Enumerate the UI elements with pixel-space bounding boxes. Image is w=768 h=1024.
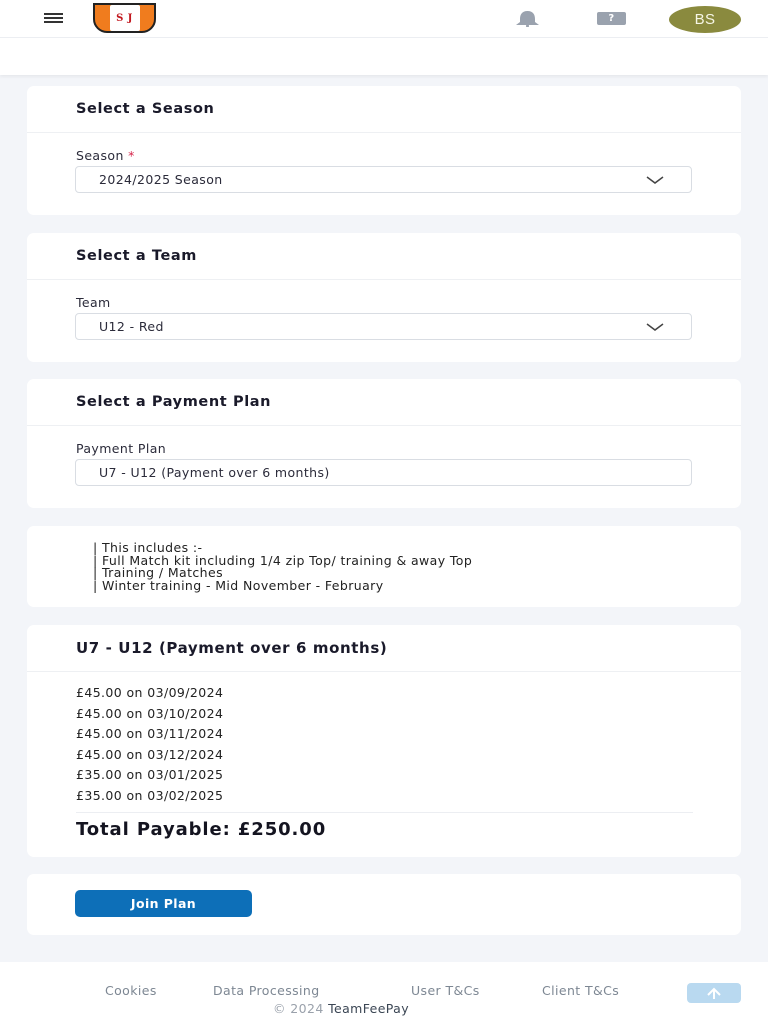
user-avatar[interactable]: BS <box>669 6 741 33</box>
footer-link-client-tcs[interactable]: Client T&Cs <box>542 983 620 998</box>
brand-link[interactable]: TeamFeePay <box>328 1001 410 1016</box>
scroll-to-top-button[interactable] <box>687 983 741 1003</box>
chevron-down-icon <box>646 176 664 184</box>
menu-icon[interactable] <box>44 13 63 23</box>
team-card <box>27 233 741 362</box>
plan-includes-card <box>27 526 741 607</box>
season-select-value: 2024/2025 Season <box>99 172 223 187</box>
payment-row: £35.00 on 03/01/2025 <box>76 767 224 783</box>
payment-row: £45.00 on 03/12/2024 <box>76 746 224 762</box>
divider <box>76 812 693 813</box>
season-card <box>27 86 741 215</box>
join-card <box>27 874 741 935</box>
payment-row: £35.00 on 03/02/2025 <box>76 787 224 803</box>
season-label <box>76 148 135 163</box>
payment-row: £45.00 on 03/09/2024 <box>76 685 224 700</box>
copyright <box>273 1001 409 1016</box>
includes-line: | Winter training - Mid November - February <box>93 577 384 593</box>
season-select[interactable] <box>75 166 692 193</box>
team-card-header <box>27 233 741 280</box>
payment-plan-card <box>27 379 741 508</box>
footer <box>0 962 768 1024</box>
payment-plan-card-header <box>27 379 741 426</box>
team-select[interactable] <box>75 313 692 340</box>
footer-link-user-tcs[interactable]: User T&Cs <box>411 983 480 998</box>
logo-text: S J <box>110 5 140 31</box>
payment-schedule <box>76 683 693 840</box>
footer-link-data-processing[interactable]: Data Processing <box>213 983 320 998</box>
payment-plan-select-value: U7 - U12 (Payment over 6 months) <box>99 465 330 480</box>
club-logo[interactable] <box>93 3 156 33</box>
footer-link-cookies[interactable]: Cookies <box>105 983 157 998</box>
includes-line: | Full Match kit including 1/4 zip Top/ training & away Top <box>93 552 473 568</box>
copyright-year: © 2024 <box>273 1001 324 1016</box>
arrow-up-icon <box>705 987 723 999</box>
payment-plan-card-title: Select a Payment Plan <box>76 394 272 410</box>
plan-summary-header <box>27 625 741 672</box>
payment-plan-label: Payment Plan <box>76 441 167 456</box>
join-plan-button[interactable]: Join Plan <box>75 890 252 917</box>
required-mark: * <box>128 148 135 163</box>
includes-line: | This includes :- <box>93 540 203 555</box>
payment-row: £45.00 on 03/10/2024 <box>76 705 224 721</box>
season-card-header <box>27 86 741 133</box>
plan-summary-title: U7 - U12 (Payment over 6 months) <box>76 639 388 657</box>
help-icon[interactable]: ? <box>597 12 626 25</box>
top-navbar <box>0 0 768 38</box>
payment-row: £45.00 on 03/11/2024 <box>76 726 224 742</box>
bell-icon[interactable] <box>512 10 543 27</box>
sub-header <box>0 38 768 75</box>
team-select-value: U12 - Red <box>99 319 164 334</box>
chevron-down-icon <box>646 323 664 331</box>
payment-plan-select[interactable] <box>75 459 692 486</box>
team-label: Team <box>76 295 111 310</box>
team-card-title: Select a Team <box>76 248 197 264</box>
season-label-text: Season <box>76 148 124 163</box>
includes-line: | Training / Matches <box>93 565 224 580</box>
plan-summary-card <box>27 625 741 857</box>
total-payable: Total Payable: £250.00 <box>76 818 327 840</box>
season-card-title: Select a Season <box>76 101 215 117</box>
